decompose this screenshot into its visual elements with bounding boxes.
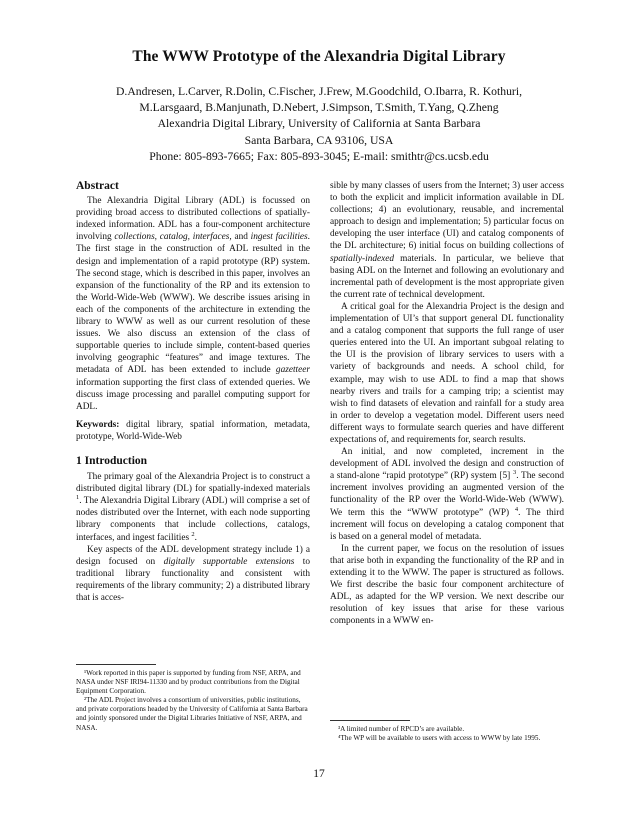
abstract-emphasis-3: gazetteer	[275, 365, 310, 376]
author-list-line-1: D.Andresen, L.Carver, R.Dolin, C.Fischer, J.Frew, M.Goodchild, O.Ibarra, R. Kothuri,	[115, 85, 522, 98]
right-paragraph-0	[330, 180, 564, 301]
abstract-text-4: information supporting the first class of extended queries. We discuss image processing and parallel computing support for ADL.	[76, 377, 310, 412]
abstract-emphasis-1: collections, catalog, interfaces,	[114, 232, 232, 243]
abstract-paragraph	[76, 195, 310, 413]
footnote-4: ⁴The WP will be available to users with access to WWW by late 1995.	[338, 734, 541, 743]
left-column	[76, 180, 310, 604]
footnotes-left	[76, 656, 310, 733]
abstract-heading: Abstract	[76, 180, 119, 192]
page-number: 17	[313, 768, 325, 780]
right-text-2: materials. In particular, we believe that basing ADL on the Internet and following an evolutionary and incremental path of development is the most appropriate given the current rate of technical development.	[330, 253, 564, 300]
introduction-heading: 1 Introduction	[76, 454, 148, 467]
right-text-1: sible by many classes of users from the Internet; 3) user access to both the explicit and implicit information available in DL collections; 4) an evolutionary, reusable, and incremental approach to design and implementation; 5) particular focus on developing the user interface (UI) and catalog components of the DL architecture; 6) initial focus on building collections of	[330, 181, 564, 252]
abstract-text-1: The Alexandria Digital Library (ADL) is focussed on providing broad access to distributed collections of spatially-indexed information. ADL has a four-component architecture involving	[76, 196, 310, 243]
intro-text-3: .	[194, 532, 197, 543]
intro-text-5: to traditional library functionality and consistent with requirements of the library community; 2) a distributed library that is acces-	[76, 556, 310, 603]
keywords-label: Keywords:	[76, 419, 120, 430]
footnote-ref-2: 2	[191, 530, 195, 538]
intro-text-2: . The Alexandria Digital Library (ADL) will comprise a set of nodes distributed over the Internet, with each node supporting library components that include collections, catalogs, interfaces, and ingest facilities	[76, 496, 310, 543]
abstract-text-3: . The first stage in the construction of ADL resulted in the design and implementation of a rapid prototype (RP) system. The second stage, which is described in this paper, involves an expansion of the functionality of the RP and its extension to the World-Wide-Web (WWW). We describe issues arising in each of the components of the architecture in extending the library to WWW as well as our current resolution of these issues. We also discuss an extension of the class of supportable queries to include simple, content-based queries involving geographic “features” and image textures. The metadata of ADL has been extended to include	[76, 232, 310, 376]
footnote-rule-right	[330, 720, 410, 721]
abstract-text-2: and	[231, 232, 251, 243]
footnote-rule	[76, 664, 156, 665]
right-text-5: . The third increment will focus on developing a catalog component that is based on a general model of metadata.	[330, 507, 564, 542]
intro-text-4: Key aspects of the ADL development strategy include 1) a design focused on	[76, 544, 310, 567]
intro-emphasis: digitally supportable extensions	[163, 556, 295, 567]
address: Santa Barbara, CA 93106, USA	[244, 133, 394, 147]
keywords-text: digital library, spatial information, metadata, prototype, World-Wide-Web	[76, 419, 310, 442]
footnotes-right	[330, 712, 564, 743]
intro-paragraph-2	[76, 544, 310, 604]
footnote-1: ¹Work reported in this paper is supported by funding from NSF, ARPA, and NASA under NSF IRI94-11330 and by product contributions from the Digital Equipment Corporation.	[76, 669, 301, 696]
intro-paragraph-1	[76, 471, 310, 544]
right-paragraph-3: In the current paper, we focus on the resolution of issues that arise both in expanding the functionality of the RP and in extending it to the WWW. The paper is structured as follows. We first describe the basic four component architecture of ADL, as adapted for the WP version. We next describe our resolution of key issues that arise for these various components in a WWW en-	[330, 543, 564, 627]
intro-text-1: The primary goal of the Alexandria Project is to construct a distributed digital library (DL) for spatially-indexed materials	[76, 472, 310, 495]
author-list-line-2: M.Larsgaard, B.Manjunath, D.Nebert, J.Simpson, T.Smith, T.Yang, Q.Zheng	[139, 101, 499, 115]
paper-title: The WWW Prototype of the Alexandria Digital Library	[132, 48, 506, 65]
footnote-ref-4: 4	[514, 505, 519, 513]
footnote-2: ²The ADL Project involves a consortium of universities, public institutions, and private corporations headed by the University of California at Santa Barbara and jointly sponsored under the Digital Libraries Initiative of NSF, ARPA, and NASA.	[76, 696, 308, 732]
right-text-4: . The second increment involves providing an augmented version of the functionality of the RP over the World-Wide-Web (WWW). We term this the “WWW prototype” (WP)	[330, 471, 565, 518]
right-paragraph-2	[330, 446, 564, 543]
contact-info: Phone: 805-893-7665; Fax: 805-893-3045; E-mail: smithtr@cs.ucsb.edu	[149, 149, 489, 163]
keywords	[76, 419, 310, 443]
footnote-ref-1: 1	[76, 494, 80, 502]
right-column	[330, 180, 564, 627]
right-text-3: An initial, and now completed, increment in the development of ADL involved the design and construction of a stand-alone “rapid prototype” (RP) system [5]	[330, 447, 564, 482]
abstract-emphasis-2: ingest facilities	[250, 232, 308, 243]
right-emphasis: spatially-indexed	[330, 253, 395, 264]
affiliation: Alexandria Digital Library, University of California at Santa Barbara	[157, 117, 481, 131]
author-block	[60, 84, 578, 165]
right-paragraph-1: A critical goal for the Alexandria Project is the design and implementation of UI’s that support general DL functionality and a catalog component that supports the full range of user queries entered into the UI. An important subgoal relating to the UI is the provision of library services to users with a variety of backgrounds and needs. A school child, for example, may wish to use ADL to find a map that shows nearby rivers and trails for a camping trip; a scientist may wish to find datasets of elevation and rainfall for a study area in order to develop a vegetation model. Different users need different ways to formulate search queries and have different expectations of, and requirements for, search results.	[330, 301, 564, 445]
footnote-3: ³A limited number of RPCD’s are available.	[338, 725, 465, 733]
footnote-ref-3: 3	[512, 469, 517, 477]
